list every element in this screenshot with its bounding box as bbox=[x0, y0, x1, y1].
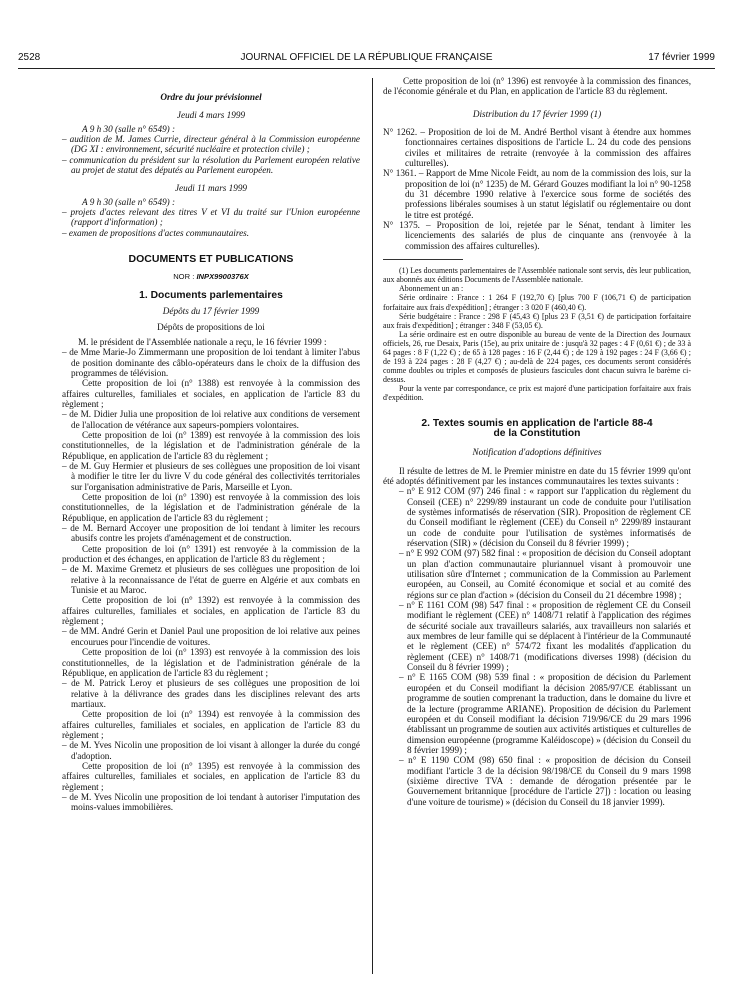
issue-date: 17 février 1999 bbox=[648, 52, 715, 63]
referral-note: Cette proposition de loi (n° 1393) est renvoyée à la commission des lois constitutionnelles, de la législation et de l'administration générale de la République, en application de l'article 83 du règlement ; bbox=[62, 647, 360, 678]
nor-reference bbox=[62, 272, 360, 282]
ordre-du-jour-title: Ordre du jour prévisionnel bbox=[160, 92, 262, 102]
section-2-title bbox=[383, 419, 691, 440]
meeting-date-2: Jeudi 11 mars 1999 bbox=[174, 183, 248, 194]
footnote-line: Abonnement un an : bbox=[399, 284, 464, 294]
footnote-line: Série ordinaire : France : 1 264 F (192,70 €) [plus 700 F (106,71 €) de participation forfaitaire aux frais d'expédition] ; étranger : 3 020 F (460,40 €). bbox=[383, 293, 691, 312]
agenda-item: – projets d'actes relevant des titres V et VI du traité sur l'Union européenne (rapport d'information) ; bbox=[62, 207, 360, 228]
page-number: 2528 bbox=[18, 52, 41, 63]
distribution-title: Distribution du 17 février 1999 (1) bbox=[472, 108, 602, 119]
section-1-title: 1. Documents parlementaires bbox=[139, 289, 283, 301]
section-2-title-line-1: 2. Textes soumis en application de l'article 88-4 bbox=[421, 417, 653, 429]
referral-note: Cette proposition de loi (n° 1392) est renvoyée à la commission des affaires culturelles, familiales et sociales, en application de l'article 83 du règlement ; bbox=[62, 595, 360, 627]
proposal-entry: – de M. Guy Hermier et plusieurs de ses collègues une proposition de loi visant à modifier le titre Ier du livre V du code général des collectivités territoriales sur l'organisation administrative de Paris, Marseille et Lyon. bbox=[62, 460, 360, 492]
referral-note: Cette proposition de loi (n° 1394) est renvoyée à la commission des affaires culturelles, familiales et sociales, en application de l'article 83 du règlement ; bbox=[62, 709, 360, 740]
meeting-date-1: Jeudi 4 mars 1999 bbox=[176, 110, 246, 121]
nor-label: NOR : bbox=[173, 272, 195, 282]
adoption-item: – n° E 1190 COM (98) 650 final : « proposition de décision du Conseil modifiant l'article 3 de la décision 98/198/CE du Conseil du 9 mars 1998 (sixième directive TVA : demande de dérogation présentée par le Gouvernement britannique [procédure de l'article 27]) : location ou leasing d'une voiture de tourisme) » (décision du Conseil du 18 janvier 1999). bbox=[399, 755, 691, 807]
agenda-item: – audition de M. James Currie, directeur général à la Commission européenne (DG XI : environnement, sécurité nucléaire et protection civile) ; bbox=[62, 134, 360, 155]
referral-note: Cette proposition de loi (n° 1390) est renvoyée à la commission des lois constitutionnelles, de la législation et de l'administration générale de la République, en application de l'article 83 du règlement ; bbox=[62, 492, 360, 523]
footnote bbox=[383, 266, 691, 402]
header-rule bbox=[18, 68, 715, 69]
column-divider bbox=[372, 78, 373, 974]
depots-subtitle: Dépôts de propositions de loi bbox=[157, 321, 265, 332]
adoption-item: – n° E 912 COM (97) 246 final : « rapport sur l'application du règlement du Conseil (CEE) n° 2299/89 instaurant un code de conduite pour l'utilisation de systèmes informatisés de réservation (SIR). Proposition de règlement CE du Conseil modifiant le règlement (CEE) du Conseil n° 2299/89 instaurant un code de conduite pour l'utilisation de systèmes informatisés de réservation (SIR) » (décision du Conseil du 8 février 1999) ; bbox=[399, 486, 691, 548]
referral-note: Cette proposition de loi (n° 1389) est renvoyée à la commission des lois constitutionnelles, de la législation et de l'administration générale de la République, en application de l'article 83 du règlement ; bbox=[62, 429, 360, 461]
left-column bbox=[62, 76, 360, 813]
distribution-item: N° 1361. – Rapport de Mme Nicole Feidt, au nom de la commission des lois, sur la proposition de loi (n° 1235) de M. Gérard Gouzes modifiant la loi n° 90-1258 du 31 décembre 1990 relative à l'exercice sous forme de sociétés des professions libérales soumises à un statut législatif ou réglementaire ou dont le titre est protégé. bbox=[383, 168, 691, 220]
adoption-item: – n° E 1161 COM (98) 547 final : « proposition de règlement CE du Conseil modifiant le règlement (CEE) n° 1408/71 relatif à l'application des régimes de sécurité sociale aux travailleurs salariés, aux travailleurs non salariés et aux membres de leur famille qui se déplacent à l'intérieur de la Communauté et le règlement (CEE) n° 574/72 fixant les modalités d'application du règlement (CEE) n° 1408/71 (modifications diverses 1998) (décision du Conseil du 8 février 1999) ; bbox=[399, 600, 691, 673]
proposal-entry: – de M. Yves Nicolin une proposition de loi visant à allonger la durée du congé d'adoption. bbox=[62, 740, 360, 761]
referral-note: Cette proposition de loi (n° 1396) est renvoyée à la commission des finances, de l'économie générale et du Plan, en application de l'article 83 du règlement. bbox=[383, 76, 691, 97]
meeting-time-1: A 9 h 30 (salle n° 6549) : bbox=[82, 123, 176, 134]
depots-intro: M. le président de l'Assemblée nationale a reçu, le 16 février 1999 : bbox=[78, 336, 327, 347]
meeting-time-2: A 9 h 30 (salle n° 6549) : bbox=[82, 196, 176, 207]
referral-note: Cette proposition de loi (n° 1391) est renvoyée à la commission de la production et des échanges, en application de l'article 83 du règlement ; bbox=[62, 543, 360, 565]
referral-note: Cette proposition de loi (n° 1388) est renvoyée à la commission des affaires culturelles, familiales et sociales, en application de l'article 83 du règlement ; bbox=[62, 378, 360, 409]
notification-title: Notification d'adoptions définitives bbox=[472, 447, 602, 458]
proposal-entry: – de M. Bernard Accoyer une proposition de loi tendant à limiter les recours abusifs contre les projets d'aménagement et de construction. bbox=[62, 523, 360, 544]
proposal-entry: – de M. Maxime Gremetz et plusieurs de ses collègues une proposition de loi relative à la reconnaissance de l'état de guerre en Algérie et aux combats en Tunisie et au Maroc. bbox=[62, 564, 360, 596]
agenda-item: – communication du président sur la résolution du Parlement européen relative au projet de statut des députés au Parlement européen. bbox=[62, 154, 360, 176]
distribution-item: N° 1375. – Proposition de loi, rejetée par le Sénat, tendant à limiter les licenciements des salariés de plus de cinquante ans (renvoyée à la commission des affaires culturelles). bbox=[383, 220, 691, 251]
agenda-item: – examen de propositions d'actes communautaires. bbox=[62, 227, 250, 238]
depots-date: Dépôts du 17 février 1999 bbox=[162, 306, 260, 317]
proposal-entry: – de MM. André Gerin et Daniel Paul une proposition de loi relative aux peines encourues pour l'incendie de voitures. bbox=[62, 626, 360, 647]
section-2-title-line-2: de la Constitution bbox=[493, 427, 581, 439]
proposal-entry: – de M. Yves Nicolin une proposition de loi tendant à autoriser l'imputation des moins-values immobilières. bbox=[62, 791, 360, 813]
footnote-line: (1) Les documents parlementaires de l'Assemblée nationale sont servis, dès leur publication, aux abonnés aux éditions Documents de l'Assemblée nationale. bbox=[383, 266, 691, 285]
proposal-entry: – de M. Didier Julia une proposition de loi relative aux conditions de versement de l'allocation de vétérance aux sapeurs-pompiers volontaires. bbox=[62, 409, 360, 430]
journal-title: JOURNAL OFFICIEL DE LA RÉPUBLIQUE FRANÇAISE bbox=[240, 52, 493, 63]
adoption-item: – n° E 1165 COM (98) 539 final : « proposition de décision du Parlement européen et du Conseil modifiant la décision 2085/97/CE établissant un programme de soutien comprenant la traduction, dans le domaine du livre et de la lecture (programme ARIANE). Proposition de décision du Parlement européen et du Conseil modifiant la décision 719/96/CE du 29 mars 1996 établissant un programme de soutien aux activités artistiques et culturelles de dimension européenne (programme Kaléidoscope) » (décision du Conseil du 8 février 1999) ; bbox=[399, 672, 691, 755]
notification-intro: Il résulte de lettres de M. le Premier ministre en date du 15 février 1999 qu'ont été adoptés définitivement par les instances communautaires les textes suivants : bbox=[383, 465, 691, 486]
page-header bbox=[18, 52, 715, 68]
documents-publications-title: DOCUMENTS ET PUBLICATIONS bbox=[128, 253, 294, 266]
referral-note: Cette proposition de loi (n° 1395) est renvoyée à la commission des affaires culturelles, familiales et sociales, en application de l'article 83 du règlement ; bbox=[62, 760, 360, 792]
distribution-item: N° 1262. – Proposition de loi de M. André Berthol visant à étendre aux hommes fonctionnaires certaines dispositions de l'article L. 24 du code des pensions civiles et militaires de retraite (renvoyée à la commission des affaires culturelles). bbox=[383, 127, 691, 169]
right-column bbox=[383, 76, 691, 807]
nor-code: INPX9900376X bbox=[196, 272, 249, 282]
adoption-item: – n° E 992 COM (97) 582 final : « proposition de décision du Conseil adoptant un plan d'action communautaire pluriannuel visant à promouvoir une utilisation sûre d'Internet ; communication de la Commission au Parlement européen, au Conseil, au Comité économique et social et au comité des régions sur ce plan d'action » (décision du Conseil du 21 décembre 1998) ; bbox=[399, 548, 691, 600]
proposal-entry: – de M. Patrick Leroy et plusieurs de ses collègues une proposition de loi relative à la délivrance des grades dans les disciplines relevant des arts martiaux. bbox=[62, 678, 360, 709]
proposal-entry: – de Mme Marie-Jo Zimmermann une proposition de loi tendant à limiter l'abus de position dominante des câblo-opérateurs dans le choix de la diffusion des programmes de télévision. bbox=[62, 347, 360, 378]
footnote-line: Série budgétaire : France : 298 F (45,43 €) [plus 23 F (3,51 €) de participation forfaitaire aux frais d'expédition] ; étranger : 348 F (53,05 €). bbox=[383, 311, 691, 330]
footnote-line: Pour la vente par correspondance, ce prix est majoré d'une participation forfaitaire aux frais d'expédition. bbox=[383, 384, 691, 403]
footnote-line: La série ordinaire est en outre disponible au bureau de vente de la Direction des Journaux officiels, 26, rue Desaix, Paris (15e), au prix unitaire de : jusqu'à 32 pages : 4 F (0,61 €) ; de 33 à 64 pages : 8 F (1,22 €) ; de 65 à 128 pages : 16 F (2,44 €) ; de 129 à 192 pages : 24 F (3,66 €) ; de 193 à 224 pages : 28 F (4,27 €) ; au-delà de 224 pages, ces documents seront considérés comme doubles ou triples et composés de plusieurs fascicules dont chacun suivra le barème ci-dessus. bbox=[383, 329, 691, 385]
footnote-rule bbox=[383, 259, 463, 260]
